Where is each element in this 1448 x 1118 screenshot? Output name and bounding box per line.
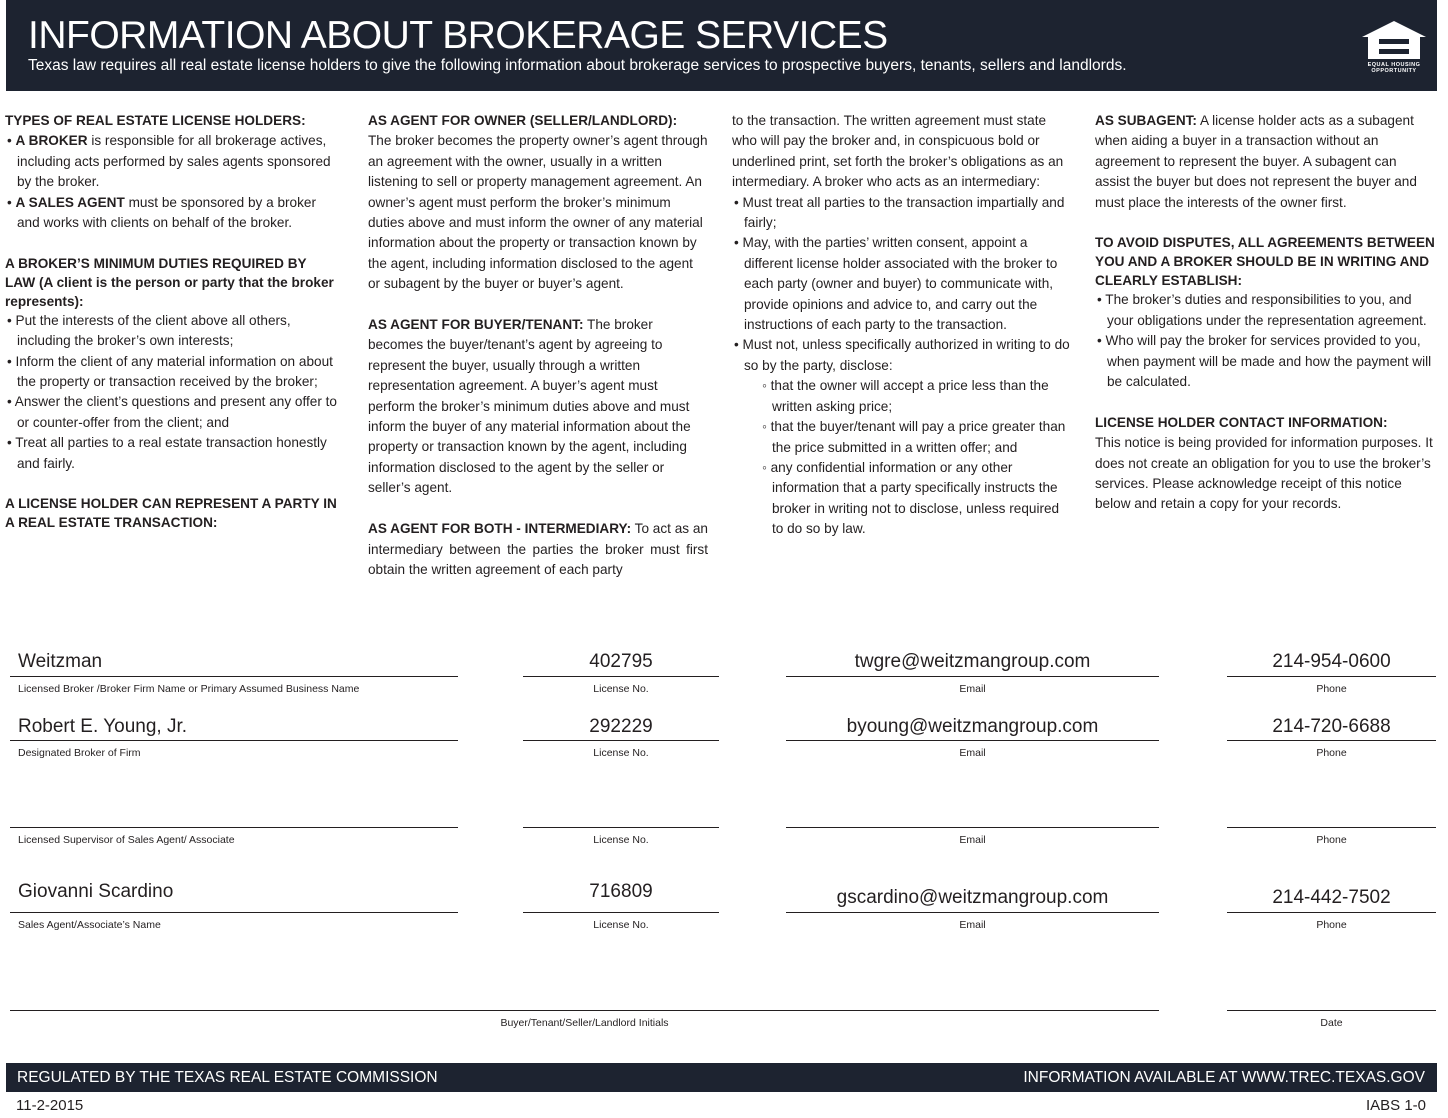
initials-label: Buyer/Tenant/Seller/Landlord Initials	[500, 1017, 669, 1029]
column-subagent	[1095, 111, 1435, 515]
initials-field[interactable]	[10, 1010, 1159, 1011]
intermediary-bullet: • Must not, unless specifically authorized in writing to do so by the party, disclose:	[734, 337, 1070, 373]
sales-agent-name-field[interactable]	[10, 912, 458, 913]
owner-agent-text: The broker becomes the property owner’s agent through an agreement with the owner, usually in a written listening to sell or property management agreement. An owner’s agent must perform the broker’s minimum duties above and must inform the owner of any material information about the property or transaction known by the agent, including information disclosed to the agent or subagent by the buyer or buyer’s agent.	[368, 133, 708, 292]
form-id: IABS 1-0	[1365, 1097, 1426, 1114]
supervisor-name-field[interactable]	[10, 827, 458, 828]
broker-firm-name-label: Licensed Broker /Broker Firm Name or Primary Assumed Business Name	[18, 683, 360, 695]
supervisor-email-field[interactable]	[786, 827, 1159, 828]
sales-agent-email-field[interactable]	[786, 912, 1159, 913]
sales-agent-text: must be sponsored by a broker and works with clients on behalf of the broker.	[17, 194, 316, 231]
designated-phone-field[interactable]	[1227, 740, 1436, 741]
sales-agent-name-value[interactable]: Giovanni Scardino	[18, 881, 174, 902]
designated-email-label: Email	[959, 747, 986, 759]
eho-line-1: EQUAL HOUSING	[1367, 62, 1421, 68]
sales-agent-name-label: Sales Agent/Associate’s Name	[18, 919, 161, 931]
sales-agent-phone-field[interactable]	[1227, 912, 1436, 913]
disclosure-item: ◦ any confidential information or any other information that a party specifically instructs the broker in writing not to disclose, unless required to do so by law.	[762, 459, 1060, 537]
sales-agent-license-label: License No.	[593, 919, 649, 931]
designated-license-field[interactable]	[523, 740, 719, 741]
broker-email-field[interactable]	[786, 676, 1159, 677]
sales-agent-definition: • A SALES AGENT must be sponsored by a broker and works with clients on behalf of the broker.	[7, 194, 316, 231]
sales-agent-phone-label: Phone	[1316, 919, 1347, 931]
regulator-text: REGULATED BY THE TEXAS REAL ESTATE COMMISSION	[17, 1069, 438, 1086]
sales-agent-term: A SALES AGENT	[15, 194, 125, 210]
broker-phone-field[interactable]	[1227, 676, 1436, 677]
date-label: Date	[1320, 1017, 1343, 1029]
dispute-item: • Who will pay the broker for services provided to you, when payment will be made and how the payment will be calculated.	[1097, 333, 1432, 390]
designated-phone-value[interactable]: 214-720-6688	[1272, 716, 1391, 737]
supervisor-phone-label: Phone	[1316, 834, 1347, 846]
dispute-item: • The broker’s duties and responsibilities to you, and your obligations under the representation agreement.	[1097, 292, 1427, 328]
supervisor-license-label: License No.	[593, 834, 649, 846]
buyer-agent-heading: AS AGENT FOR BUYER/TENANT:	[368, 317, 584, 333]
broker-definition: • A BROKER is responsible for all brokerage actives, including acts performed by sales agents sponsored by the broker.	[7, 133, 331, 190]
page-title: INFORMATION ABOUT BROKERAGE SERVICES	[28, 14, 888, 57]
column-license-holders	[5, 111, 340, 532]
intermediary-bullet: • May, with the parties’ written consent, appoint a different license holder associated with the broker to each party (owner and buyer) to communicate with, provide opinions and advice to, and carry out the instructions of each party to the transaction.	[734, 235, 1058, 333]
broker-text: is responsible for all brokerage actives, including acts performed by sales agents sponsored by the broker.	[17, 133, 331, 190]
broker-license-label: License No.	[593, 683, 649, 695]
designated-broker-field[interactable]	[10, 740, 458, 741]
designated-license-label: License No.	[593, 747, 649, 759]
eho-line-2: OPPORTUNITY	[1371, 68, 1417, 74]
designated-broker-value[interactable]: Robert E. Young, Jr.	[18, 716, 188, 737]
broker-email-label: Email	[959, 683, 986, 695]
subagent-paragraph	[1095, 111, 1435, 213]
supervisor-name-label: Licensed Supervisor of Sales Agent/ Associate	[18, 834, 235, 846]
duty-item: • Treat all parties to a real estate transaction honestly and fairly.	[7, 435, 327, 471]
contact-text: This notice is being provided for information purposes. It does not create an obligation for you to use the broker’s services. Please acknowledge receipt of this notice below and retain a copy for your records.	[1095, 435, 1433, 512]
equal-housing-opportunity-logo	[1359, 19, 1429, 79]
intermediary-intro: to the transaction. The written agreement must state who will pay the broker and, in conspicuous bold or underlined print, set forth the broker’s obligations as an intermediary. A broker who acts as an intermediary:	[732, 113, 1064, 190]
intermediary-text: To act as an intermediary between the parties the broker must first obtain the written agreement of each party	[368, 521, 708, 577]
footer-banner	[6, 1063, 1437, 1092]
duty-item: • Answer the client’s questions and present any offer to or counter-offer from the client; and	[7, 394, 337, 430]
sales-agent-email-label: Email	[959, 919, 986, 931]
intermediary-heading: AS AGENT FOR BOTH - INTERMEDIARY:	[368, 521, 632, 537]
duty-item: • Put the interests of the client above all others, including the broker’s own interests;	[7, 312, 291, 349]
supervisor-license-field[interactable]	[523, 827, 719, 828]
broker-firm-name-value[interactable]: Weitzman	[18, 651, 103, 672]
contact-heading: LICENSE HOLDER CONTACT INFORMATION:	[1095, 414, 1388, 430]
designated-phone-label: Phone	[1316, 747, 1347, 759]
types-heading: TYPES OF REAL ESTATE LICENSE HOLDERS:	[5, 113, 306, 128]
disclosure-item: ◦ that the buyer/tenant will pay a price greater than the price submitted in a written offer; and	[762, 419, 1066, 455]
designated-license-value[interactable]: 292229	[589, 716, 653, 737]
broker-license-value[interactable]: 402795	[589, 651, 653, 672]
designated-email-field[interactable]	[786, 740, 1159, 741]
represent-heading: A LICENSE HOLDER CAN REPRESENT A PARTY IN A REAL ESTATE TRANSACTION:	[5, 496, 337, 531]
broker-email-value[interactable]: twgre@weitzmangroup.com	[854, 651, 1091, 672]
subagent-heading: AS SUBAGENT:	[1095, 113, 1197, 128]
supervisor-phone-field[interactable]	[1227, 827, 1436, 828]
broker-phone-value[interactable]: 214-954-0600	[1272, 651, 1391, 672]
duty-item: • Inform the client of any material information on about the property or transaction received by the broker;	[7, 353, 333, 390]
broker-term: A BROKER	[15, 133, 88, 149]
designated-email-value[interactable]: byoung@weitzmangroup.com	[846, 716, 1099, 737]
column-intermediary	[732, 111, 1072, 540]
owner-agent-heading: AS AGENT FOR OWNER (SELLER/LANDLORD):	[368, 113, 678, 128]
disputes-heading: TO AVOID DISPUTES, ALL AGREEMENTS BETWEEN YOU AND A BROKER SHOULD BE IN WRITING AND CLEARLY ESTABLISH:	[1095, 235, 1435, 289]
date-field[interactable]	[1227, 1010, 1436, 1011]
sales-agent-license-field[interactable]	[523, 912, 719, 913]
broker-firm-name-field[interactable]	[10, 676, 458, 677]
designated-broker-label: Designated Broker of Firm	[18, 747, 141, 759]
house-icon	[1359, 19, 1429, 61]
form-date: 11-2-2015	[16, 1097, 84, 1114]
broker-phone-label: Phone	[1316, 683, 1347, 695]
trec-website-link[interactable]: INFORMATION AVAILABLE AT WWW.TREC.TEXAS.GOV	[1023, 1069, 1425, 1086]
sales-agent-phone-value[interactable]: 214-442-7502	[1272, 887, 1391, 908]
page-subtitle: Texas law requires all real estate license holders to give the following information about brokerage services to prospective buyers, tenants, sellers and landlords.	[28, 57, 1127, 74]
broker-license-field[interactable]	[523, 676, 719, 677]
sales-agent-license-value[interactable]: 716809	[589, 881, 653, 902]
disclosure-item: ◦ that the owner will accept a price less than the written asking price;	[762, 378, 1049, 414]
column-agent-roles	[368, 111, 708, 580]
header-banner	[6, 0, 1437, 91]
buyer-agent-text: The broker becomes the buyer/tenant’s agent by agreeing to represent the buyer, usually through a written representation agreement. A buyer’s agent must perform the broker’s minimum duties above and must inform the buyer of any material information about the property or transaction known by the agent, including information disclosed to the agent by the seller or seller’s agent.	[368, 317, 691, 496]
subagent-text: A license holder acts as a subagent when aiding a buyer in a transaction without an agreement to represent the buyer. A subagent can assist the buyer but does not represent the buyer and must place the interests of the owner first.	[1095, 113, 1417, 210]
supervisor-email-label: Email	[959, 834, 986, 846]
sales-agent-email-value[interactable]: gscardino@weitzmangroup.com	[836, 887, 1109, 908]
intermediary-bullet: • Must treat all parties to the transaction impartially and fairly;	[734, 194, 1065, 231]
intermediary-paragraph	[368, 519, 708, 580]
buyer-agent-paragraph	[368, 315, 708, 499]
duties-heading: A BROKER’S MINIMUM DUTIES REQUIRED BY LAW (A client is the person or party that the broker represents):	[5, 255, 334, 309]
